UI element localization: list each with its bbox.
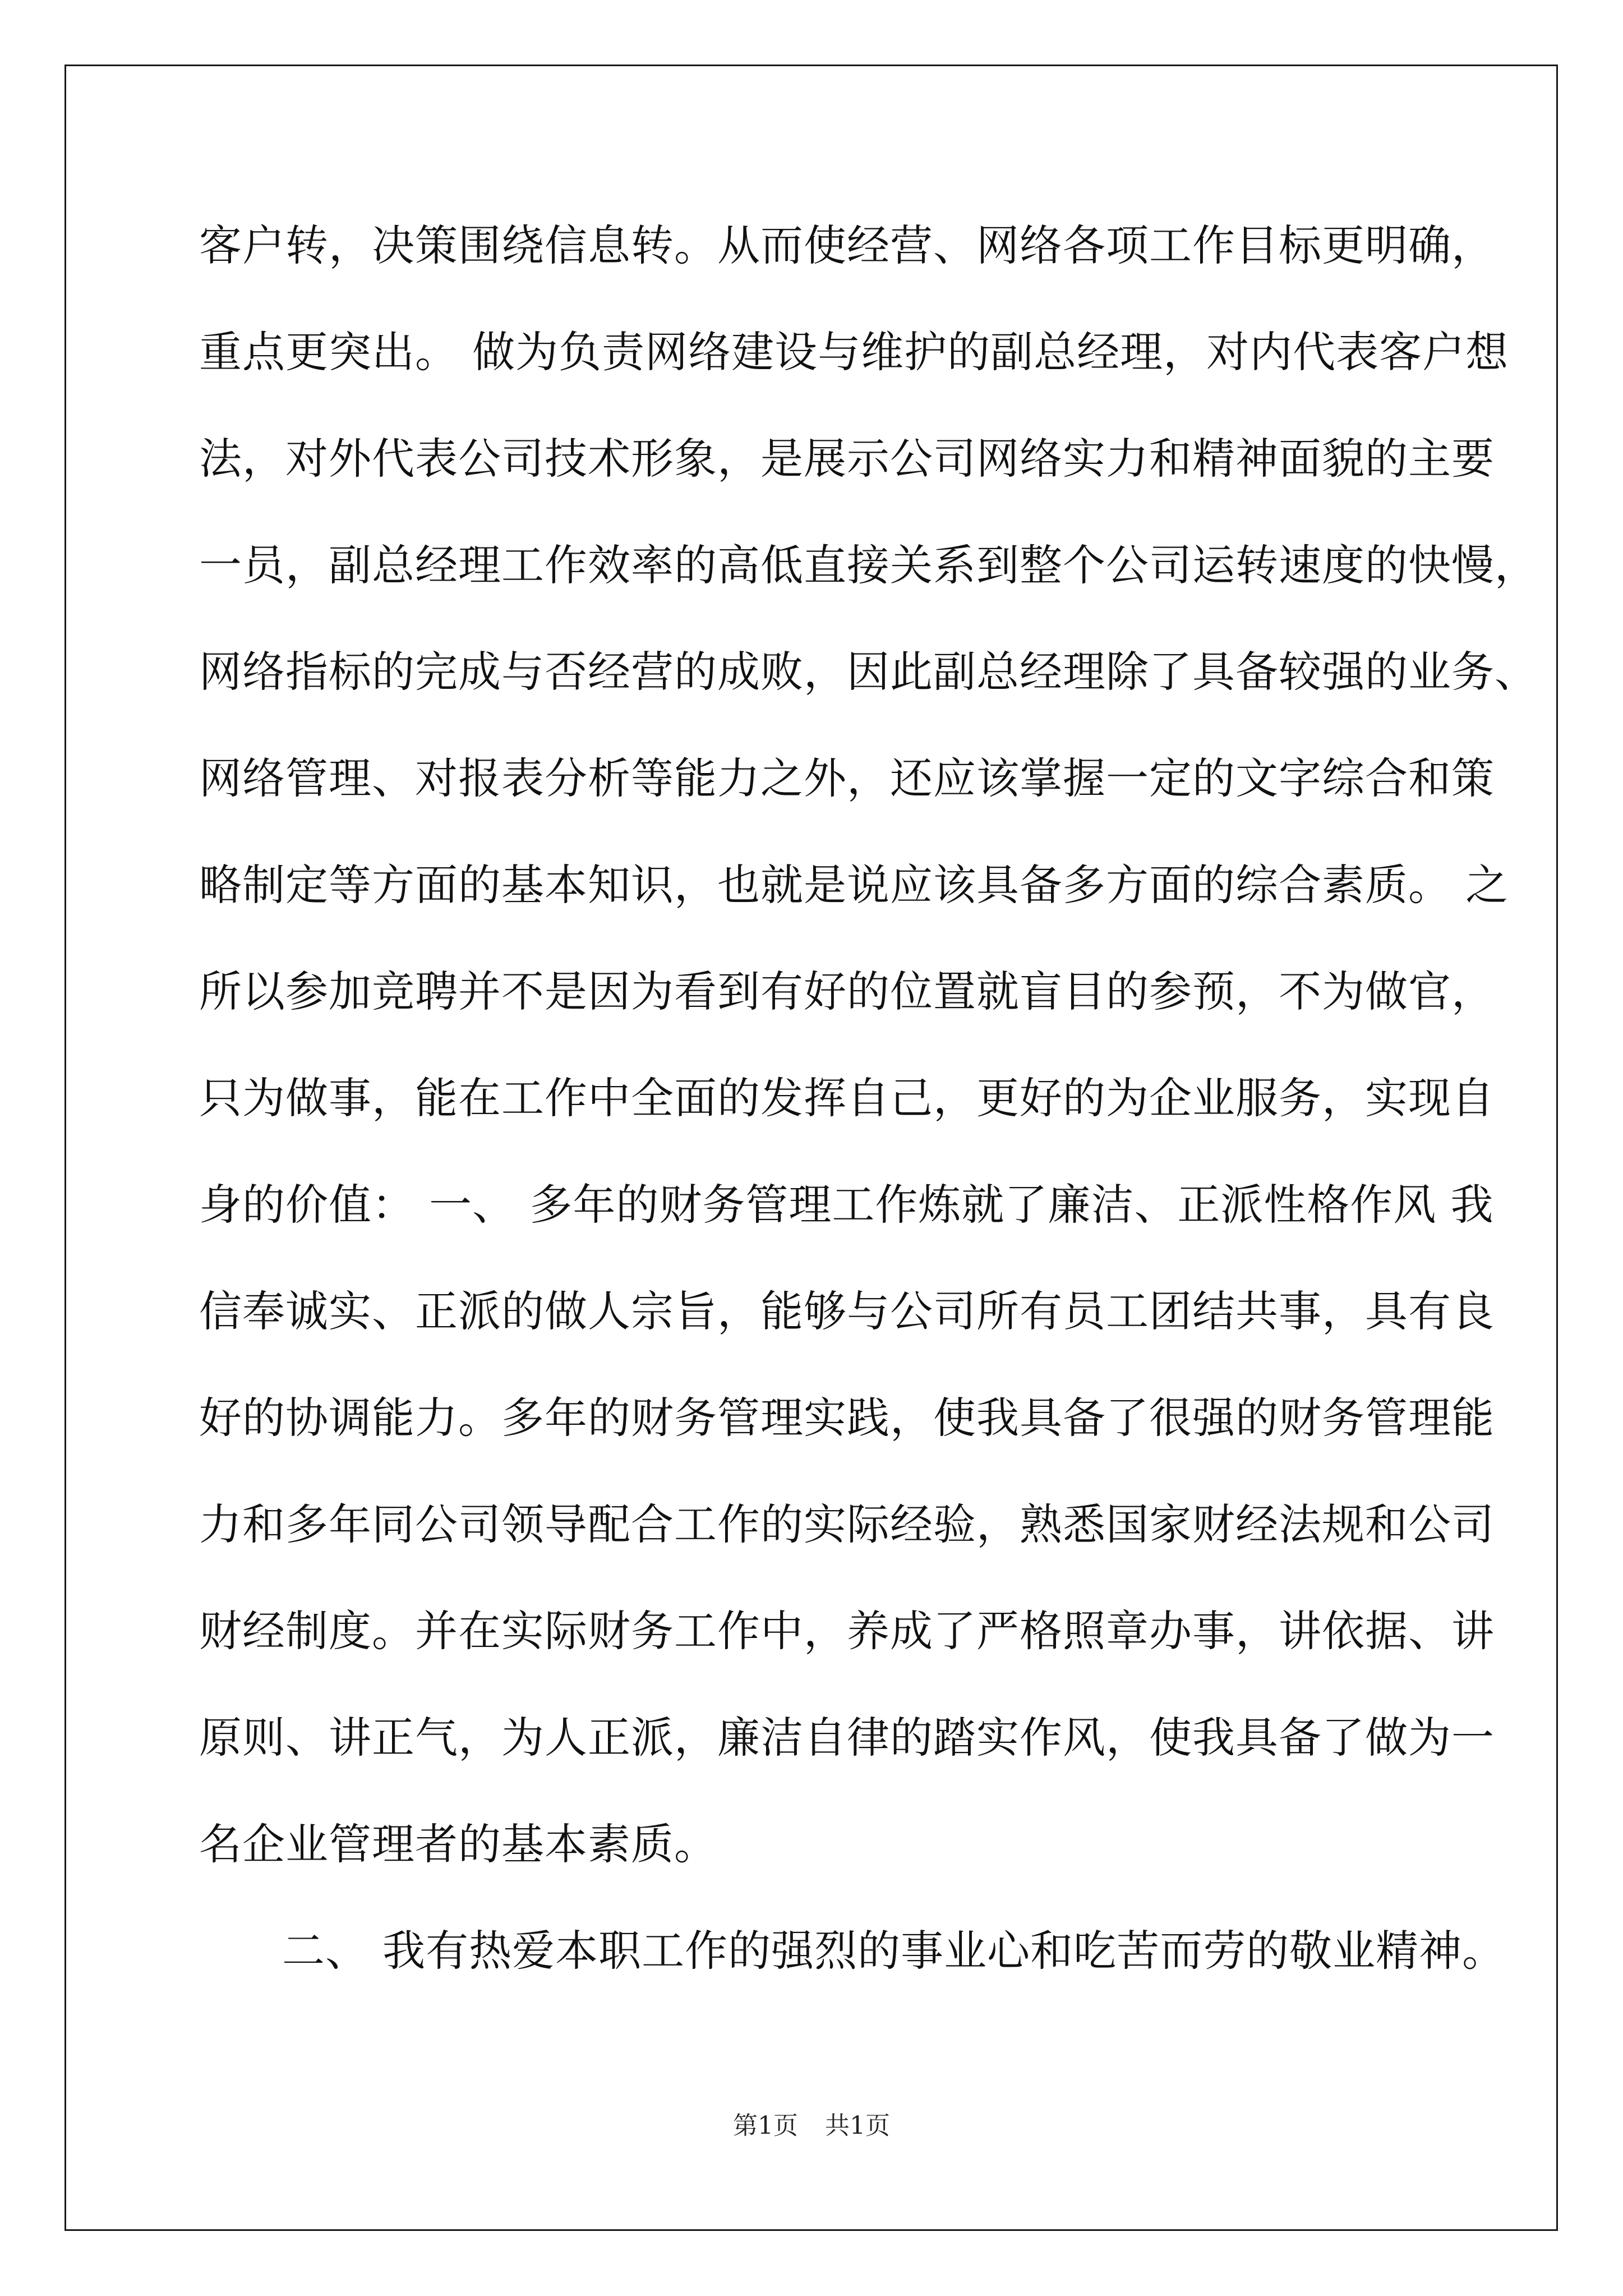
text-line: 网络指标的完成与否经营的成败，因此副总经理除了具备较强的业务、 <box>199 647 1538 697</box>
text-line: 身的价值： 一、 多年的财务管理工作炼就了廉洁、正派性格作风 我 <box>199 1180 1494 1230</box>
page-footer <box>0 2109 1623 2143</box>
text-line: 好的协调能力。多年的财务管理实践，使我具备了很强的财务管理能 <box>199 1393 1495 1443</box>
text-line: 信奉诚实、正派的做人宗旨，能够与公司所有员工团结共事，具有良 <box>199 1286 1495 1336</box>
document-body <box>199 212 1538 2024</box>
page-total: 共1页 <box>825 2111 890 2140</box>
text-line: 所以参加竞聘并不是因为看到有好的位置就盲目的参预，不为做官， <box>199 967 1495 1016</box>
text-line: 只为做事，能在工作中全面的发挥自己，更好的为企业服务，实现自 <box>199 1073 1495 1123</box>
text-line: 客户转，决策围绕信息转。从而使经营、网络各项工作目标更明确， <box>199 220 1495 270</box>
page-number: 第1页 <box>733 2111 798 2140</box>
text-line: 名企业管理者的基本素质。 <box>199 1819 717 1869</box>
text-line: 原则、讲正气，为人正派，廉洁自律的踏实作风，使我具备了做为一 <box>199 1713 1495 1763</box>
text-line: 法，对外代表公司技术形象，是展示公司网络实力和精神面貌的主要 <box>199 434 1495 484</box>
text-line: 力和多年同公司领导配合工作的实际经验，熟悉国家财经法规和公司 <box>199 1499 1495 1549</box>
text-line: 重点更突出。 做为负责网络建设与维护的副总经理，对内代表客户想 <box>199 327 1509 377</box>
paragraph-two: 二、 我有热爱本职工作的强烈的事业心和吃苦而劳的敬业精神。 <box>282 1926 1506 1976</box>
text-line: 网络管理、对报表分析等能力之外，还应该掌握一定的文字综合和策 <box>199 753 1495 803</box>
text-line: 一员，副总经理工作效率的高低直接关系到整个公司运转速度的快慢， <box>199 540 1538 590</box>
text-line: 略制定等方面的基本知识，也就是说应该具备多方面的综合素质。 之 <box>199 860 1509 910</box>
text-line: 财经制度。并在实际财务工作中，养成了严格照章办事，讲依据、讲 <box>199 1606 1495 1656</box>
